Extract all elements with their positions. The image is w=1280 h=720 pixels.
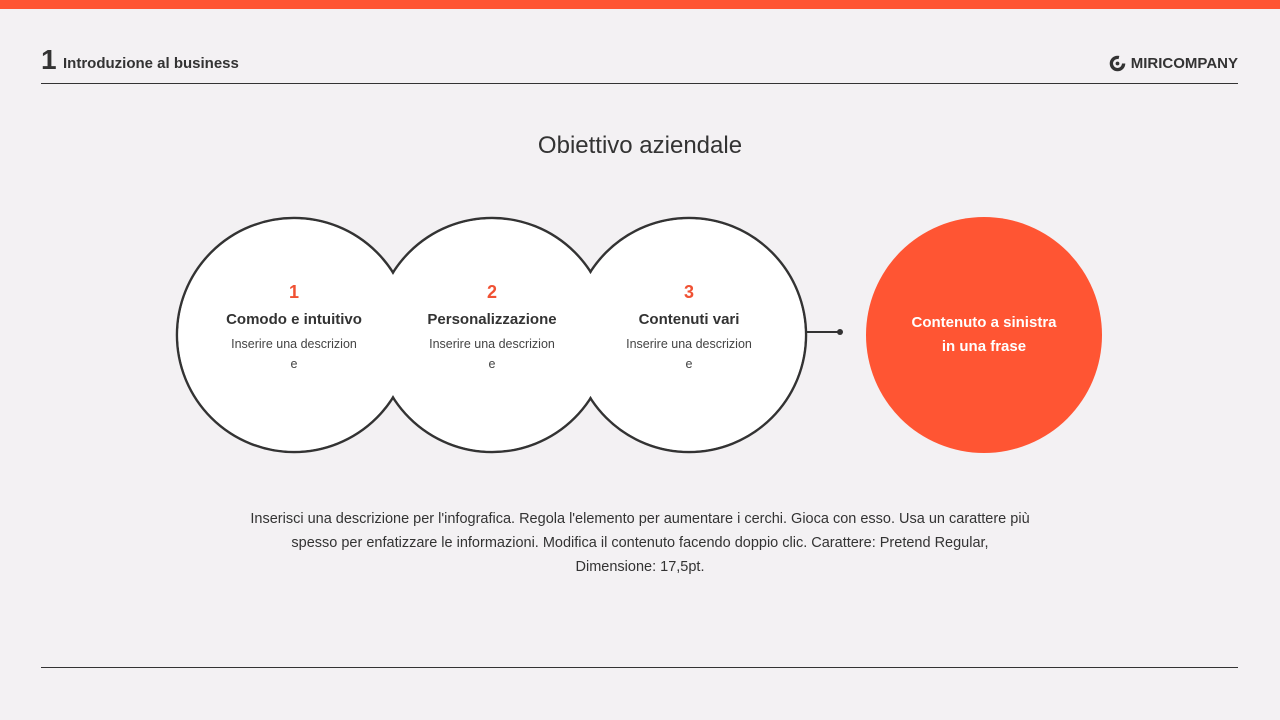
summary-text: Contenuto a sinistra in una frase — [911, 314, 1057, 355]
step-description: Inserire una descrizione — [626, 337, 752, 371]
step-1 — [204, 282, 384, 374]
summary-circle — [866, 217, 1102, 453]
step-description: Inserire una descrizione — [429, 337, 555, 371]
step-description: Inserire una descrizione — [231, 337, 357, 371]
step-3 — [599, 282, 779, 374]
brand-name: MIRICOMPANY — [1130, 55, 1238, 72]
step-2 — [402, 282, 582, 374]
step-heading: Contenuti vari — [638, 311, 740, 328]
step-heading: Personalizzazione — [427, 311, 557, 328]
connector-dot — [837, 329, 843, 335]
section-number: 1 — [41, 44, 57, 75]
section-title: Introduzione al business — [63, 55, 239, 72]
description-paragraph: Inserisci una descrizione per l'infografica. Regola l'elemento per aumentare i cerchi. Gioca con esso. Usa un carattere più spesso per enfatizzare le informazioni. Modifica il contenuto facendo doppio clic. Carattere: Pretend Regular, Dimensione: 17,5pt. — [250, 511, 1030, 575]
step-number: 1 — [288, 282, 299, 302]
footer-divider — [41, 667, 1238, 668]
step-number: 3 — [683, 282, 694, 302]
step-number: 2 — [486, 282, 497, 302]
page-title: Obiettivo aziendale — [537, 132, 743, 159]
step-heading: Comodo e intuitivo — [226, 311, 362, 328]
